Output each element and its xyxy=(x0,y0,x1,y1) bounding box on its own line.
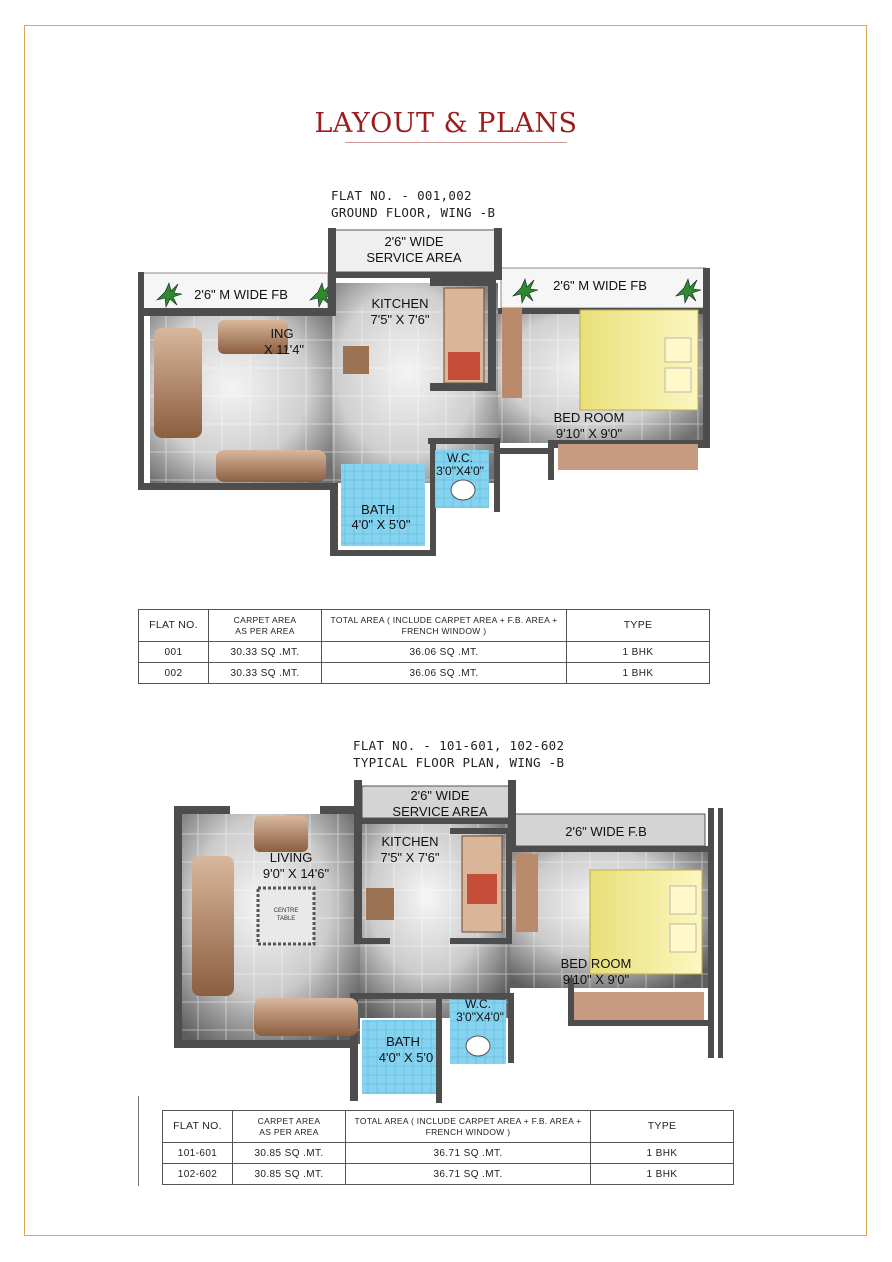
plan2-bedroom-size: 9'10" X 9'0" xyxy=(562,972,630,987)
plan1-living-label: ING xyxy=(270,326,294,341)
plan2-service-area-label-2: SERVICE AREA xyxy=(392,804,488,819)
plan1-kitchen-label: KITCHEN xyxy=(371,296,429,311)
table-row: 002 30.33 SQ .MT. 36.06 SQ .MT. 1 BHK xyxy=(139,663,710,684)
sofa-bottom xyxy=(254,998,358,1036)
page-title: LAYOUT & PLANS xyxy=(314,108,578,139)
col-type: TYPE xyxy=(591,1111,734,1143)
plan1-bath-size: 4'0" X 5'0" xyxy=(351,517,411,532)
col-total-area: TOTAL AREA ( INCLUDE CARPET AREA + F.B. AREA + FRENCH WINDOW ) xyxy=(322,610,567,642)
col-flat-no: FLAT NO. xyxy=(139,610,209,642)
plan1-floor-plan xyxy=(138,228,713,558)
margin-rule xyxy=(138,1096,139,1186)
plan2-bath-size: 4'0" X 5'0 xyxy=(378,1050,434,1065)
wardrobe xyxy=(516,854,538,932)
plan1-fb-right-label: 2'6" M WIDE FB xyxy=(553,278,647,293)
pillow xyxy=(665,338,691,362)
plan2-caption-floor: TYPICAL FLOOR PLAN, WING -B xyxy=(353,755,565,770)
plan2-wc-size: 3'0"X4'0" xyxy=(456,1010,504,1024)
plan1-living-size: X 11'4" xyxy=(263,342,305,357)
sofa xyxy=(154,328,202,438)
table-row: 102-602 30.85 SQ .MT. 36.71 SQ .MT. 1 BHK xyxy=(163,1164,734,1185)
plan1-caption-floor: GROUND FLOOR, WING -B xyxy=(331,205,496,220)
plan2-service-area-label-1: 2'6" WIDE xyxy=(410,788,470,803)
col-carpet-area: CARPET AREA AS PER AREA xyxy=(233,1111,346,1143)
plan2-wc-label: W.C. xyxy=(465,997,491,1011)
plan1-bedroom-label: BED ROOM xyxy=(553,410,625,425)
table-row: 001 30.33 SQ .MT. 36.06 SQ .MT. 1 BHK xyxy=(139,642,710,663)
wardrobe xyxy=(502,308,522,398)
plan1-bedroom-size: 9'10" X 9'0" xyxy=(555,426,623,441)
plan2-caption-flat: FLAT NO. - 101-601, 102-602 xyxy=(353,738,565,753)
sofa-bottom xyxy=(216,450,326,482)
plan2-floor-plan xyxy=(170,778,730,1108)
title-underline xyxy=(345,142,567,143)
table-row: 101-601 30.85 SQ .MT. 36.71 SQ .MT. 1 BHK xyxy=(163,1143,734,1164)
plan2-living-label: LIVING xyxy=(269,850,313,865)
plan2-kitchen-label: KITCHEN xyxy=(381,834,439,849)
plan1-service-area-label-2: SERVICE AREA xyxy=(366,250,462,265)
stove-icon xyxy=(448,352,480,380)
col-type: TYPE xyxy=(567,610,710,642)
col-flat-no: FLAT NO. xyxy=(163,1111,233,1143)
col-total-area: TOTAL AREA ( INCLUDE CARPET AREA + F.B. AREA + FRENCH WINDOW ) xyxy=(346,1111,591,1143)
toilet-icon xyxy=(451,480,475,500)
plan1-fb-left-label: 2'6" M WIDE FB xyxy=(194,287,288,302)
side-table xyxy=(366,888,394,920)
plan2-fb-label: 2'6" WIDE F.B xyxy=(565,824,647,839)
plan1-caption-flat: FLAT NO. - 001,002 xyxy=(331,188,472,203)
stove-icon xyxy=(467,874,497,904)
side-table xyxy=(343,346,369,374)
plan1-kitchen-size: 7'5" X 7'6" xyxy=(370,312,430,327)
sofa xyxy=(192,856,234,996)
plan1-caption xyxy=(331,187,495,221)
plan1-wc-size: 3'0"X4'0" xyxy=(436,464,484,478)
chair xyxy=(254,816,308,852)
plan2-living-size: 9'0" X 14'6" xyxy=(262,866,330,881)
plan2-kitchen-size: 7'5" X 7'6" xyxy=(380,850,440,865)
bedroom-wardrobe xyxy=(558,444,698,470)
plan2-caption xyxy=(353,737,564,771)
plan1-service-area-label-1: 2'6" WIDE xyxy=(384,234,444,249)
plan1-area-table xyxy=(138,609,710,684)
plan1-bath-label: BATH xyxy=(361,502,395,517)
centre-table-label-1: CENTRE xyxy=(273,908,299,914)
bedroom-wardrobe xyxy=(574,992,704,1020)
plan2-area-table xyxy=(162,1110,734,1185)
plan2-bedroom-label: BED ROOM xyxy=(560,956,632,971)
centre-table-label-2: TABLE xyxy=(276,916,296,922)
pillow xyxy=(670,924,696,952)
plan1-wc-label: W.C. xyxy=(447,451,473,465)
col-carpet-area: CARPET AREA AS PER AREA xyxy=(209,610,322,642)
pillow xyxy=(670,886,696,914)
pillow xyxy=(665,368,691,392)
plan2-bath-label: BATH xyxy=(386,1034,420,1049)
toilet-icon xyxy=(466,1036,490,1056)
